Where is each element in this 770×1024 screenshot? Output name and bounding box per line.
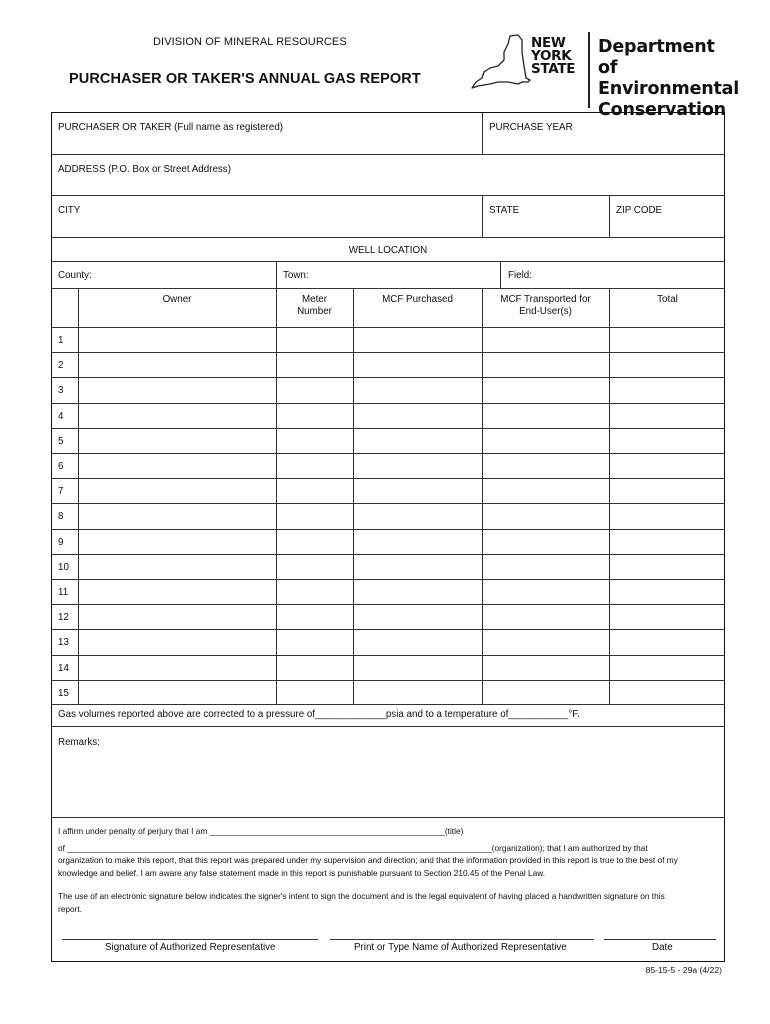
column-header-mcf-transported: MCF Transported for End-User(s) <box>500 294 591 317</box>
address-row <box>52 155 724 196</box>
column-header-total: Total <box>657 294 678 305</box>
location-row <box>52 262 724 289</box>
row-number: 9 <box>58 536 64 548</box>
date-label: Date <box>652 942 673 953</box>
table-row[interactable] <box>52 655 724 680</box>
row-number: 2 <box>58 360 64 372</box>
row-number: 8 <box>58 511 64 523</box>
gas-table <box>52 289 724 705</box>
print-name-label: Print or Type Name of Authorized Representative <box>354 942 567 953</box>
remarks-row <box>52 727 724 818</box>
row-number: 1 <box>58 335 64 346</box>
column-header-mcf-purchased: MCF Purchased <box>382 294 453 305</box>
table-row[interactable] <box>52 529 724 554</box>
table-row[interactable] <box>52 428 724 453</box>
table-row[interactable] <box>52 327 724 352</box>
table-row[interactable] <box>52 579 724 604</box>
row-number: 3 <box>58 385 64 397</box>
name-line[interactable] <box>330 939 594 940</box>
table-row[interactable] <box>52 503 724 528</box>
state-field[interactable]: STATE <box>489 205 520 216</box>
gas-correction-note[interactable]: Gas volumes reported above are corrected to a pressure of_____________psia and to a temperature of___________°F. <box>58 709 580 720</box>
row-number: 11 <box>58 587 69 598</box>
row-number: 13 <box>58 637 69 649</box>
well-location-heading: WELL LOCATION <box>348 245 428 256</box>
signature-line[interactable] <box>62 939 318 940</box>
column-header-owner: Owner <box>162 294 192 305</box>
affirmation-line-1: I affirm under penalty of perjury that I am ___________________________________________________(title) <box>58 826 464 836</box>
form-code: 85-15-5 - 29a (4/22) <box>645 965 722 975</box>
new-york-state-map-icon <box>468 32 532 96</box>
row-number: 5 <box>58 435 64 447</box>
well-location-heading-row <box>52 238 724 262</box>
dec-wordmark: Department of Environmental Conservation <box>598 37 740 120</box>
table-row[interactable] <box>52 377 724 402</box>
town-field[interactable]: Town: <box>283 270 309 281</box>
field-field[interactable]: Field: <box>508 270 532 281</box>
purchase-year-field[interactable]: PURCHASE YEAR <box>489 122 573 133</box>
row-number: 4 <box>58 410 64 422</box>
row-number: 14 <box>58 662 69 674</box>
table-row[interactable] <box>52 352 724 377</box>
county-field[interactable]: County: <box>58 270 92 281</box>
row-number: 7 <box>58 486 64 498</box>
gas-note-row <box>52 701 724 727</box>
affirmation-line-4: knowledge and belief. I am aware any false statement made in this report is punishable pursuant to Section 210.45 of the Penal Law. <box>58 867 546 878</box>
column-header-meter-number: Meter Number <box>297 294 332 317</box>
affirmation-line-2: of ____________________________________________________________________________________________(organization); that I am authorized by that <box>58 842 648 853</box>
table-row[interactable] <box>52 403 724 428</box>
address-field[interactable]: ADDRESS (P.O. Box or Street Address) <box>58 164 231 175</box>
zip-field[interactable]: ZIP CODE <box>616 205 663 216</box>
esignature-line-1: The use of an electronic signature below indicates the signer's intent to sign the document and is the legal equivalent of having placed a handwritten signature on this <box>58 891 665 901</box>
table-row[interactable] <box>52 478 724 503</box>
logo-divider <box>588 32 590 108</box>
report-form <box>51 112 725 962</box>
form-title: PURCHASER OR TAKER'S ANNUAL GAS REPORT <box>69 71 421 87</box>
date-line[interactable] <box>604 939 716 940</box>
purchaser-row <box>52 113 724 155</box>
signature-label: Signature of Authorized Representative <box>105 942 276 953</box>
table-row[interactable] <box>52 453 724 478</box>
row-number: 10 <box>58 561 69 573</box>
city-field[interactable]: CITY <box>58 205 81 216</box>
affirmation-line-3: organization to make this report, that this report was prepared under my supervision and direction; and that the information provided in this report is true to the best of my <box>58 855 678 865</box>
table-row[interactable] <box>52 554 724 579</box>
ny-state-wordmark: NEW YORK STATE <box>531 35 576 77</box>
table-row[interactable] <box>52 604 724 629</box>
row-number: 15 <box>58 687 69 699</box>
row-number: 12 <box>58 612 69 624</box>
table-row[interactable] <box>52 629 724 654</box>
row-number: 6 <box>58 461 64 472</box>
esignature-line-2: report. <box>58 903 82 914</box>
purchaser-field[interactable]: PURCHASER OR TAKER (Full name as registered) <box>58 122 284 133</box>
dec-logo <box>468 32 740 120</box>
city-row <box>52 196 724 238</box>
affirmation-block <box>58 825 718 915</box>
division-name: DIVISION OF MINERAL RESOURCES <box>153 36 347 48</box>
remarks-field[interactable]: Remarks: <box>58 737 100 748</box>
